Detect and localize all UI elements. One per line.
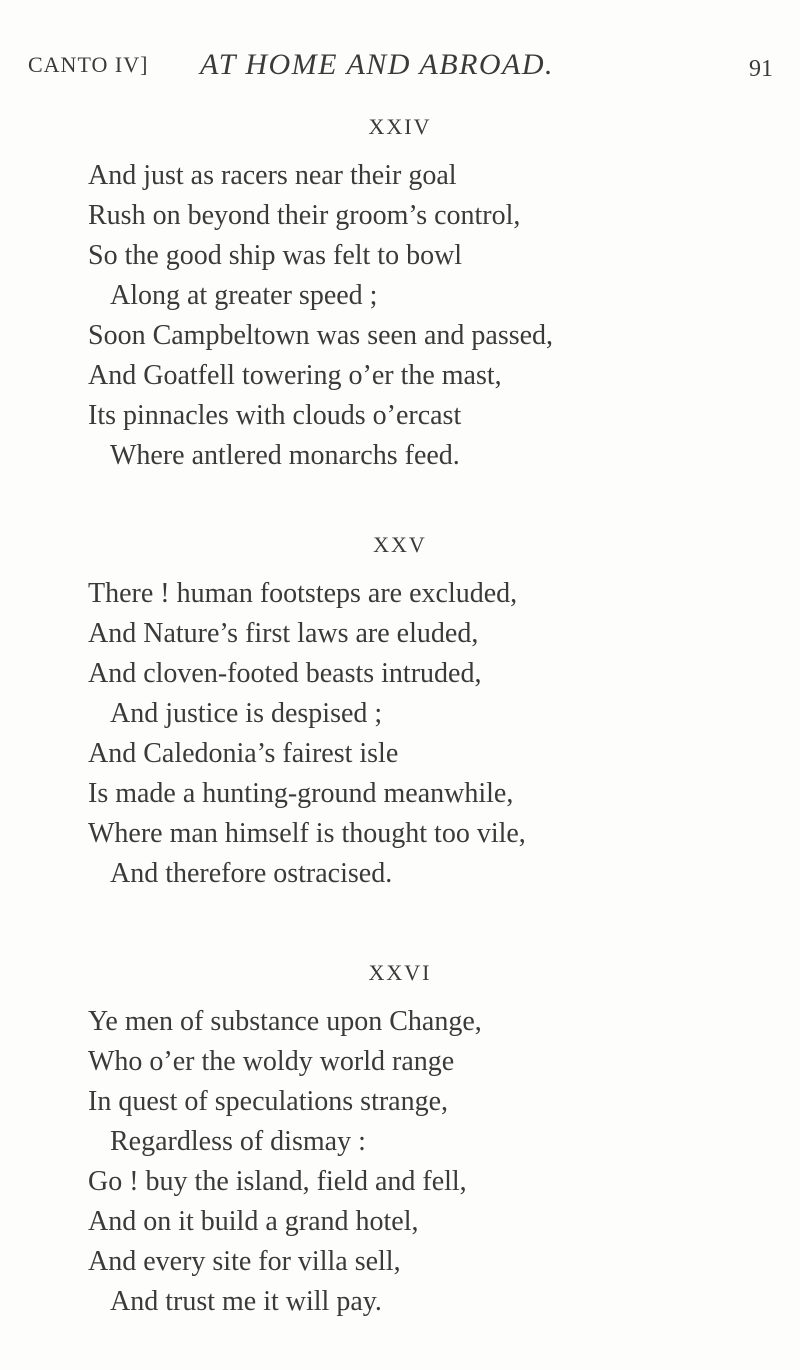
stanza-number-xxiv: XXIV	[368, 114, 432, 139]
verse-line: And Nature’s first laws are eluded,	[88, 618, 479, 649]
stanza-xxvi	[88, 1002, 778, 1322]
running-header	[28, 40, 773, 90]
verse-line: Along at greater speed ;	[110, 280, 378, 311]
stanza-xxv	[88, 574, 778, 894]
verse-line: Rush on beyond their groom’s control,	[88, 200, 521, 231]
verse-line: And just as racers near their goal	[88, 160, 457, 191]
verse-line: Go ! buy the island, field and fell,	[88, 1166, 467, 1197]
verse-line: Where man himself is thought too vile,	[88, 818, 526, 849]
verse-line: And Goatfell towering o’er the mast,	[88, 360, 502, 391]
verse-line: And trust me it will pay.	[110, 1286, 382, 1317]
verse-line: Regardless of dismay :	[110, 1126, 366, 1157]
verse-line: In quest of speculations strange,	[88, 1086, 449, 1117]
running-title: AT HOME AND ABROAD.	[200, 48, 555, 81]
stanza-number-xxv: XXV	[373, 532, 427, 557]
verse-line: Who o’er the woldy world range	[88, 1046, 455, 1077]
verse-line: Its pinnacles with clouds o’ercast	[88, 400, 462, 431]
stanza-number-xxvi: XXVI	[368, 960, 432, 985]
verse-line: And on it build a grand hotel,	[88, 1206, 419, 1237]
verse-line: So the good ship was felt to bowl	[88, 240, 463, 271]
verse-line: Soon Campbeltown was seen and passed,	[88, 320, 554, 351]
verse-line: And every site for villa sell,	[88, 1246, 401, 1277]
verse-line: Ye men of substance upon Change,	[88, 1006, 482, 1037]
verse-line: Is made a hunting-ground meanwhile,	[88, 778, 514, 809]
canto-label: CANTO IV]	[28, 52, 149, 77]
verse-line: And Caledonia’s fairest isle	[88, 738, 399, 769]
verse-line: And therefore ostracised.	[110, 858, 393, 889]
verse-line: And cloven-footed beasts intruded,	[88, 658, 482, 689]
verse-line: There ! human footsteps are excluded,	[88, 578, 518, 609]
stanza-xxiv	[88, 156, 778, 476]
verse-line: And justice is despised ;	[110, 698, 383, 729]
page-number: 91	[749, 56, 773, 82]
verse-line: Where antlered monarchs feed.	[110, 440, 460, 471]
